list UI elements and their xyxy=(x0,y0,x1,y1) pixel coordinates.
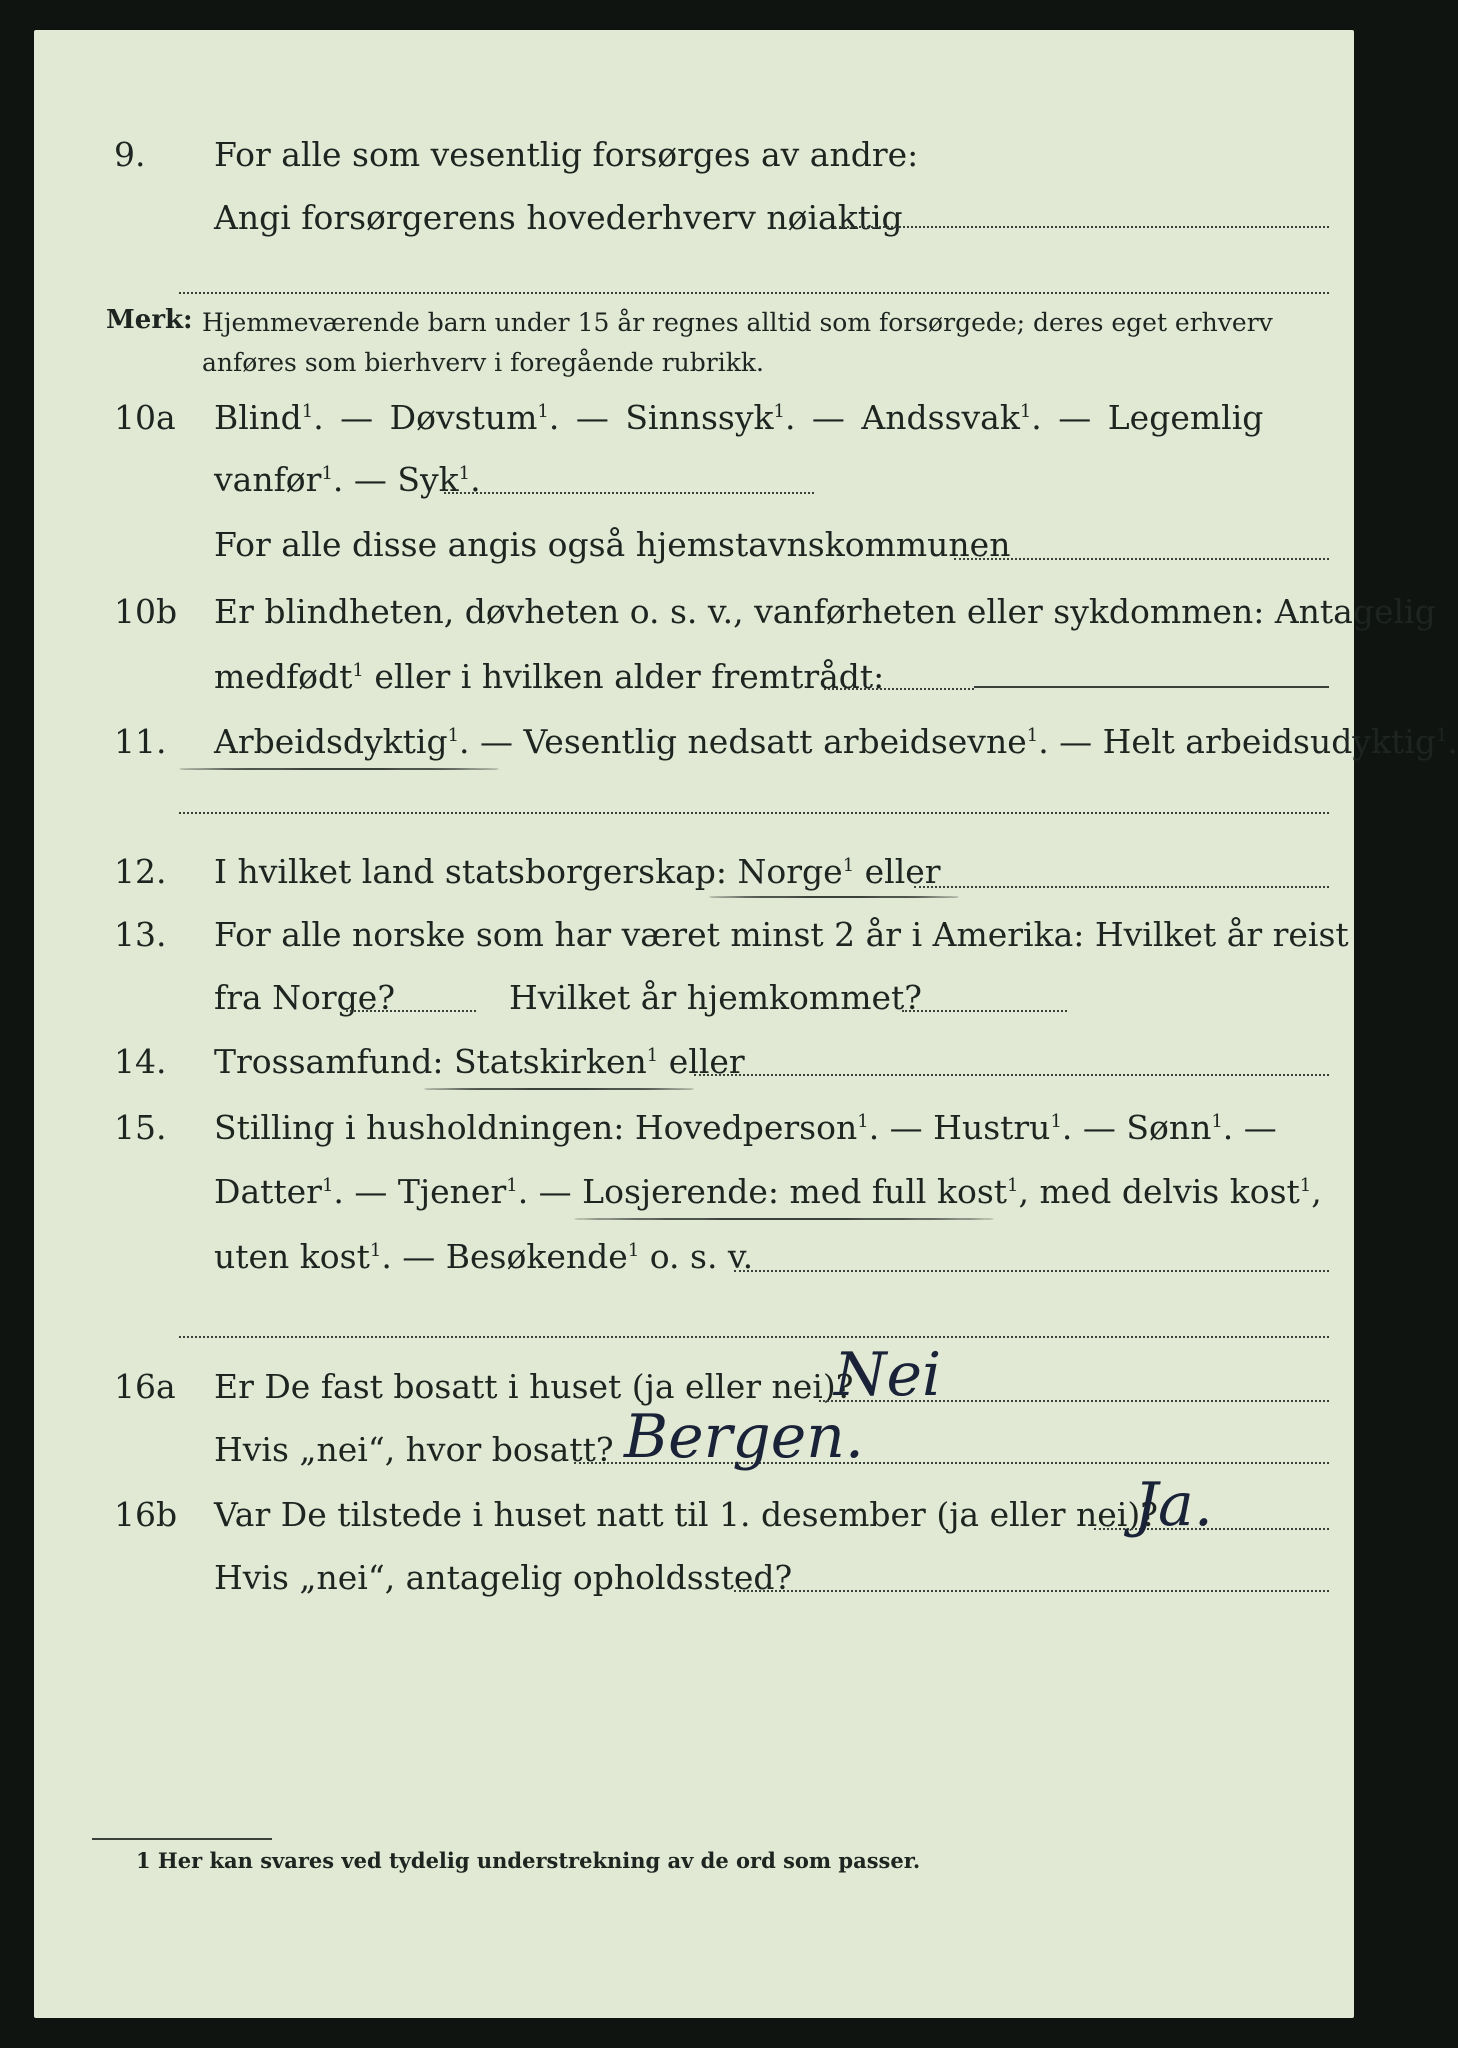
question-text: For alle norske som har været minst 2 år i Amerika: Hvilket år reist xyxy=(214,915,1349,954)
underline-mark xyxy=(424,1088,694,1090)
question-text: Stilling i husholdningen: Hovedperson$^1$. — Hustru$^1$. — Sønn$^1$. — xyxy=(214,1108,1277,1147)
underline-mark xyxy=(709,896,959,898)
question-text: medfødt$^1$ eller i hvilken alder fremtrådt: xyxy=(214,657,885,696)
question-number: 14. xyxy=(114,1042,167,1081)
question-number: 16a xyxy=(114,1367,176,1406)
question-number: 15. xyxy=(114,1108,167,1147)
question-text: Angi forsørgerens hovederhverv nøiaktig xyxy=(214,198,903,237)
question-text: Hvis „nei“, hvor bosatt? xyxy=(214,1430,614,1469)
question-text: Blind$^1$. — Døvstum$^1$. — Sinnssyk$^1$. — Andssvak$^1$. — Legemlig xyxy=(214,398,1264,437)
answer-line xyxy=(179,1336,1329,1338)
answer-line xyxy=(694,1074,1329,1076)
answer-line xyxy=(734,1590,1329,1592)
handwritten-answer: Nei xyxy=(834,1340,942,1410)
handwritten-answer: Ja. xyxy=(1134,1470,1213,1540)
question-text: Trossamfund: Statskirken$^1$ eller xyxy=(214,1042,745,1081)
question-text: Hvis „nei“, antagelig opholdssted? xyxy=(214,1558,793,1597)
question-text: Er blindheten, døvheten o. s. v., vanførheten eller sykdommen: Antagelig xyxy=(214,592,1436,631)
note-text: anføres som bierhverv i foregående rubrikk. xyxy=(202,348,764,377)
answer-line xyxy=(954,558,1329,560)
underline-mark xyxy=(574,1218,994,1220)
question-text: uten kost$^1$. — Besøkende$^1$ o. s. v. xyxy=(214,1237,754,1276)
underline-mark xyxy=(179,768,499,770)
answer-line xyxy=(834,226,1329,228)
question-text: Er De fast bosatt i huset (ja eller nei)? xyxy=(214,1367,854,1406)
question-number: 10a xyxy=(114,398,176,437)
question-text: I hvilket land statsborgerskap: Norge$^1$ eller xyxy=(214,852,941,891)
answer-line xyxy=(734,1270,1329,1272)
answer-line xyxy=(179,812,1329,814)
answer-line xyxy=(444,492,814,494)
question-number: 11. xyxy=(114,722,167,761)
answer-line xyxy=(974,686,1329,688)
note-label: Merk: xyxy=(106,305,193,335)
handwritten-answer: Bergen. xyxy=(624,1402,864,1472)
question-text: Hvilket år hjemkommet? xyxy=(509,978,922,1017)
footnote: 1 Her kan svares ved tydelig understrekning av de ord som passer. xyxy=(136,1848,921,1873)
question-text: fra Norge? xyxy=(214,978,396,1017)
question-number: 10b xyxy=(114,592,178,631)
question-text: Arbeidsdyktig$^1$. — Vesentlig nedsatt arbeidsevne$^1$. — Helt arbeidsudyktig$^1$. xyxy=(214,722,1458,761)
answer-line xyxy=(346,1010,476,1012)
answer-line xyxy=(824,688,974,690)
answer-line xyxy=(914,886,1329,888)
question-text: For alle som vesentlig forsørges av andre: xyxy=(214,135,919,174)
question-number: 9. xyxy=(114,135,146,174)
census-form-page xyxy=(34,30,1458,2018)
question-number: 12. xyxy=(114,852,167,891)
note-text: Hjemmeværende barn under 15 år regnes alltid som forsørgede; deres eget erhverv xyxy=(202,308,1273,337)
question-number: 13. xyxy=(114,915,167,954)
question-text: vanfør$^1$. — Syk$^1$. xyxy=(214,460,481,499)
footnote-rule xyxy=(92,1838,272,1840)
answer-line xyxy=(179,292,1329,294)
answer-line xyxy=(902,1010,1067,1012)
question-text: Var De tilstede i huset natt til 1. desember (ja eller nei)? xyxy=(214,1495,1158,1534)
question-number: 16b xyxy=(114,1495,178,1534)
question-text: Datter$^1$. — Tjener$^1$. — Losjerende: med full kost$^1$, med delvis kost$^1$, xyxy=(214,1172,1322,1211)
question-text: For alle disse angis også hjemstavnskommunen xyxy=(214,525,1011,564)
